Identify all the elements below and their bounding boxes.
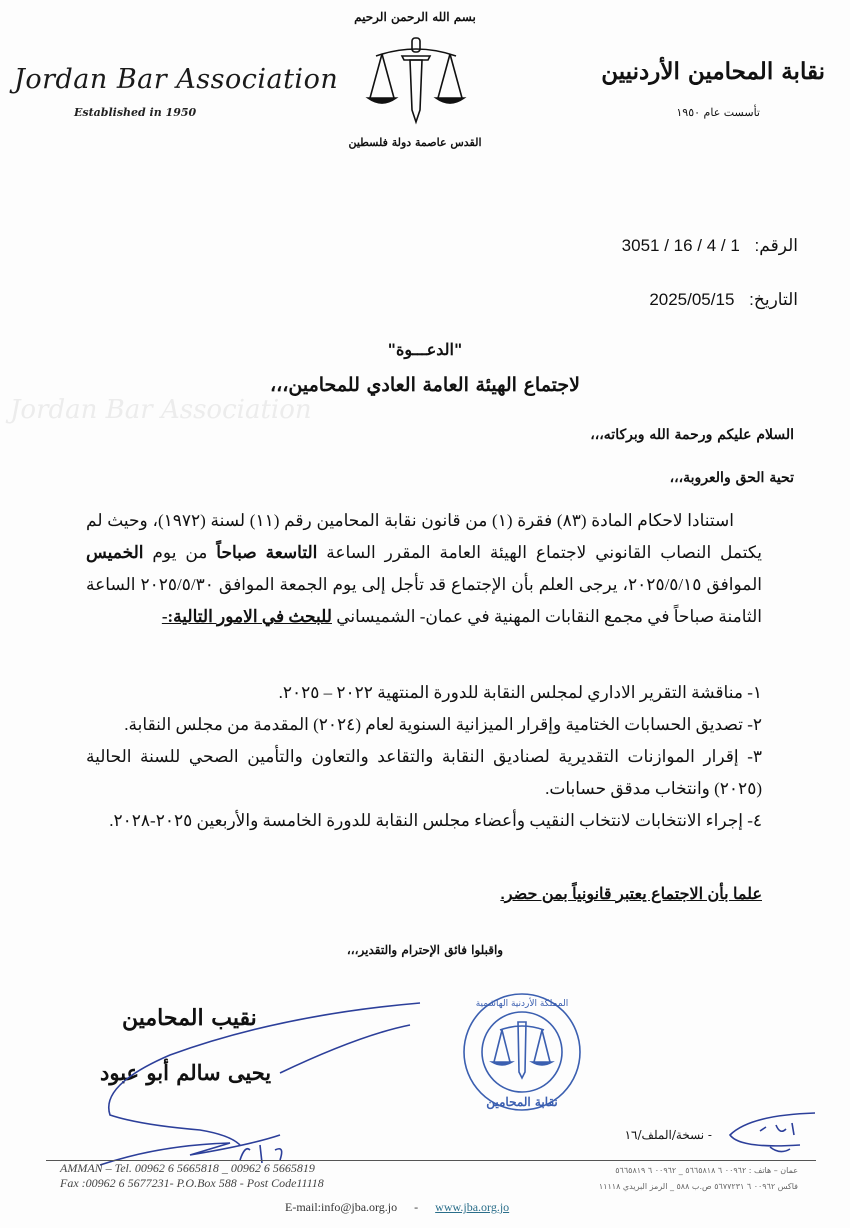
agenda-item-text: إجراء الانتخابات لانتخاب النقيب وأعضاء مجلس النقابة للدورة الخامسة والأربعين ٢٠٢٥-٢٠٢٨. (109, 811, 743, 830)
handwritten-initials-icon (720, 1105, 830, 1165)
meeting-heading: لاجتماع الهيئة العامة العادي للمحامين،،، (270, 374, 580, 396)
body-text-postponement: الموافق ٢٠٢٥/٥/١٥، يرجى العلم بأن الإجتماع قد تأجل إلى يوم الجمعة الموافق ٢٠٢٥/٥/٣٠ الساعة الثامنة صباحاً في مجمع النقابات المهنية في عمان- الشميساني (86, 575, 762, 626)
footer-arabic-fax-line: فاكس ٠٠٩٦٢ ٦ ٥٦٧٧٢٣١ ص.ب ٥٨٨ _ الرمز البريدي ١١١١٨ (598, 1182, 798, 1191)
signatory-name: يحيى سالم أبو عبود (100, 1060, 272, 1085)
agenda-list (86, 677, 762, 837)
footer-email[interactable]: E-mail:info@jba.org.jo (285, 1200, 398, 1214)
agenda-item (86, 805, 762, 837)
agenda-item-number: ٢- (747, 715, 762, 734)
agenda-item (86, 741, 762, 805)
agenda-item-text: مناقشة التقرير الاداري لمجلس النقابة للدورة المنتهية ٢٠٢٢ – ٢٠٢٥. (278, 683, 743, 702)
reference-number-value: 3051 / 16 / 4 / 1 (621, 236, 740, 255)
english-established: Established in 1950 (74, 106, 197, 119)
footer-fax-line: Fax :00962 6 5677231- P.O.Box 588 - Post Code11118 (60, 1176, 324, 1190)
scales-and-sword-icon (362, 36, 470, 128)
official-seal-icon (450, 990, 595, 1115)
bleed-through-watermark: Jordan Bar Association (10, 395, 312, 425)
body-text-time-bold: التاسعة صباحاً (216, 543, 318, 562)
agenda-item-number: ٤- (747, 811, 762, 830)
invitation-heading: "الدعـــوة" (387, 340, 463, 359)
body-text-day-bold: الخميس (86, 543, 144, 562)
agenda-item-number: ٣- (747, 747, 762, 766)
agenda-item-text: إقرار الموازنات التقديرية لصناديق النقابة والتقاعد والتعاون والتأمين الصحي للسنة الحالية (٢٠٢٥) وانتخاب مدقق حسابات. (86, 747, 762, 798)
quorum-legal-note: علما بأن الاجتماع يعتبر قانونياً بمن حضر. (500, 886, 762, 903)
seal-text-top: المملكة الأردنية الهاشمية (475, 999, 569, 1009)
footer-phone-line: AMMAN – Tel. 00962 6 5665818 _ 00962 6 5665819 (60, 1161, 315, 1175)
date-label: التاريخ: (749, 290, 798, 309)
reference-number-row (622, 236, 798, 256)
closing-regards: واقبلوا فائق الإحترام والتقدير،،، (346, 943, 504, 957)
body-text-quorum: وحيث لم يكتمل النصاب القانوني لاجتماع الهيئة العامة المقرر الساعة (86, 511, 762, 562)
greeting-salam: السلام عليكم ورحمة الله وبركاته،،، (590, 427, 794, 443)
signatory-role: نقيب المحامين (122, 1005, 257, 1031)
jerusalem-motto: القدس عاصمة دولة فلسطين (348, 136, 482, 149)
footer-arabic-contact (599, 1163, 798, 1195)
english-org-name: Jordan Bar Association (14, 64, 339, 95)
body-text-agenda-intro: للبحث في الامور التالية:- (161, 607, 332, 626)
footer-web-contact (285, 1200, 509, 1215)
body-paragraph (86, 505, 762, 633)
agenda-item (86, 677, 762, 709)
footer-website-link[interactable]: www.jba.org.jo (435, 1200, 510, 1214)
agenda-item-number: ١- (747, 683, 762, 702)
footer-english-contact (60, 1161, 324, 1191)
agenda-item (86, 709, 762, 741)
arabic-org-name: نقابة المحامين الأردنيين (601, 58, 825, 85)
footer-separator: - (414, 1200, 419, 1214)
body-text-from-day: من يوم (152, 543, 208, 562)
agenda-item-text: تصديق الحسابات الختامية وإقرار الميزانية السنوية لعام (٢٠٢٤) المقدمة من مجلس النقابة. (124, 715, 743, 734)
basmala: بسم الله الرحمن الرحيم (354, 10, 476, 24)
reference-number-label: الرقم: (754, 236, 798, 255)
handwritten-signature-icon (80, 995, 460, 1175)
file-copy-note: - نسخة/الملف/١٦ (624, 1128, 712, 1142)
seal-text-bottom: نقابة المحامين (486, 1095, 558, 1109)
footer-arabic-phone-line: عمان – هاتف : ٠٠٩٦٢ ٦ ٥٦٦٥٨١٨ _ ٠٠٩٦٢ ٦ ٥٦٦٥٨١٩ (615, 1166, 798, 1175)
arabic-established: تأسست عام ١٩٥٠ (676, 106, 760, 119)
body-text-legal-basis: استنادا لاحكام المادة (٨٣) فقرة (١) من قانون نقابة المحامين رقم (١١) لسنة (١٩٧٢)، (152, 511, 735, 530)
date-row (649, 290, 798, 310)
greeting-tahiya: تحية الحق والعروبة،،، (669, 470, 794, 486)
date-value: 2025/05/15 (649, 290, 735, 309)
